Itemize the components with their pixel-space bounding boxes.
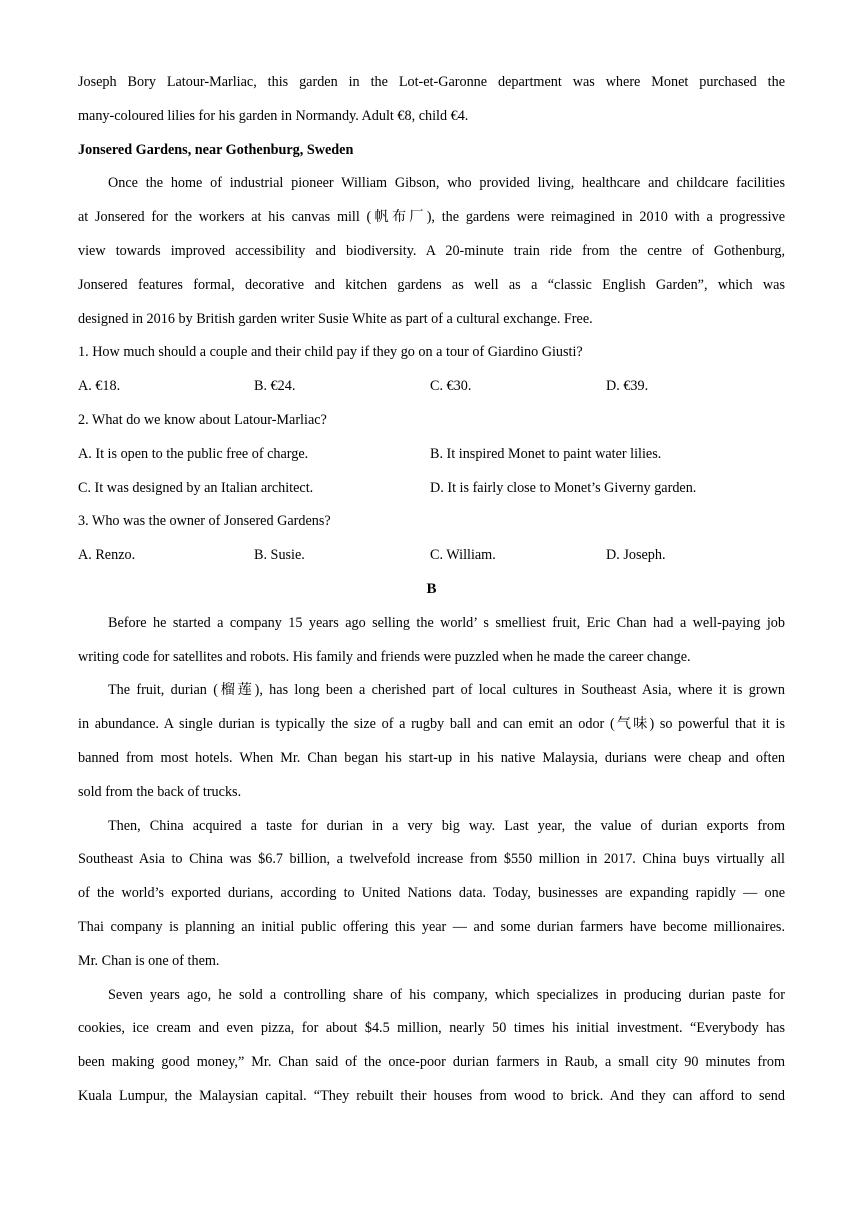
passage-a-tail-line-2: many-coloured lilies for his garden in Normandy. Adult €8, child €4.: [78, 107, 469, 124]
question-2-option-a: A. It is open to the public free of charge.: [78, 445, 309, 462]
jonsered-line-4: Jonsered features formal, decorative and kitchen gardens as well as a “classic English Garden”, which was: [78, 276, 785, 293]
question-3-option-a: A. Renzo.: [78, 547, 136, 564]
question-1-option-c: C. €30.: [430, 378, 472, 395]
jonsered-line-1: Once the home of industrial pioneer William Gibson, who provided living, healthcare and childcare facilities: [108, 175, 785, 192]
b-para-3-line-3: of the world’s exported durians, according to United Nations data. Today, businesses are expanding rapidly — one: [78, 885, 785, 902]
section-b-label: B: [426, 580, 437, 597]
b-para-3-line-1: Then, China acquired a taste for durian in a very big way. Last year, the value of durian exports from: [108, 817, 785, 834]
question-1-option-d: D. €39.: [606, 378, 649, 395]
b-para-2-line-2: in abundance. A single durian is typically the size of a rugby ball and can emit an odor (气味) so powerful that it is: [78, 716, 785, 733]
b-para-2-line-3: banned from most hotels. When Mr. Chan began his start-up in his native Malaysia, durians were cheap and often: [78, 749, 785, 766]
b-para-1-line-1: Before he started a company 15 years ago selling the world’ s smelliest fruit, Eric Chan had a well-paying job: [108, 614, 785, 631]
b-para-1-line-2: writing code for satellites and robots. His family and friends were puzzled when he made the career change.: [78, 648, 691, 665]
b-para-4-line-3: been making good money,” Mr. Chan said of the once-poor durian farmers in Raub, a small city 90 minutes from: [78, 1054, 785, 1071]
jonsered-line-3: view towards improved accessibility and biodiversity. A 20-minute train ride from the centre of Gothenburg,: [78, 242, 785, 259]
passage-a-tail-line-1: Joseph Bory Latour-Marliac, this garden in the Lot-et-Garonne department was where Monet purchased the: [78, 74, 785, 90]
b-para-4-line-2: cookies, ice cream and even pizza, for about $4.5 million, nearly 50 times his initial investment. “Everybody has: [78, 1020, 785, 1037]
question-2-stem: 2. What do we know about Latour-Marliac?: [78, 411, 327, 428]
b-para-4-line-1: Seven years ago, he sold a controlling share of his company, which specializes in producing durian paste for: [108, 986, 785, 1003]
b-para-2-line-1: The fruit, durian (榴莲), has long been a cherished part of local cultures in Southeast Asia, where it is grown: [108, 682, 785, 699]
jonsered-line-2: at Jonsered for the workers at his canvas mill (帆布厂), the gardens were reimagined in 2010 with a progressive: [78, 209, 785, 226]
question-1-option-b: B. €24.: [254, 378, 296, 395]
question-1-options: [78, 370, 785, 404]
question-2-options-row-2: [78, 472, 785, 506]
question-3-option-b: B. Susie.: [254, 547, 305, 564]
jonsered-line-5: designed in 2016 by British garden writer Susie White as part of a cultural exchange. Free.: [78, 310, 593, 327]
question-3-stem: 3. Who was the owner of Jonsered Gardens?: [78, 513, 331, 530]
b-para-3-line-4: Thai company is planning an initial public offering this year — and some durian farmers have become millionaires.: [78, 918, 785, 935]
b-para-3-line-2: Southeast Asia to China was $6.7 billion, a twelvefold increase from $550 million in 2017. China buys virtually all: [78, 851, 785, 868]
question-2-option-c: C. It was designed by an Italian architect.: [78, 479, 314, 496]
question-2-option-d: D. It is fairly close to Monet’s Giverny garden.: [430, 479, 697, 496]
question-3-options: [78, 539, 785, 573]
jonsered-heading: Jonsered Gardens, near Gothenburg, Sweden: [78, 141, 354, 158]
question-2-options-row-1: [78, 438, 785, 472]
b-para-4-line-4: Kuala Lumpur, the Malaysian capital. “They rebuilt their houses from wood to brick. And they can afford to send: [78, 1087, 785, 1104]
b-para-2-line-4: sold from the back of trucks.: [78, 783, 242, 800]
question-1-option-a: A. €18.: [78, 378, 121, 395]
document-page: [78, 66, 785, 1114]
b-para-3-line-5: Mr. Chan is one of them.: [78, 952, 220, 969]
question-1-stem: 1. How much should a couple and their child pay if they go on a tour of Giardino Giusti?: [78, 344, 583, 361]
question-3-option-d: D. Joseph.: [606, 547, 666, 564]
question-3-option-c: C. William.: [430, 547, 496, 564]
question-2-option-b: B. It inspired Monet to paint water lilies.: [430, 445, 662, 462]
